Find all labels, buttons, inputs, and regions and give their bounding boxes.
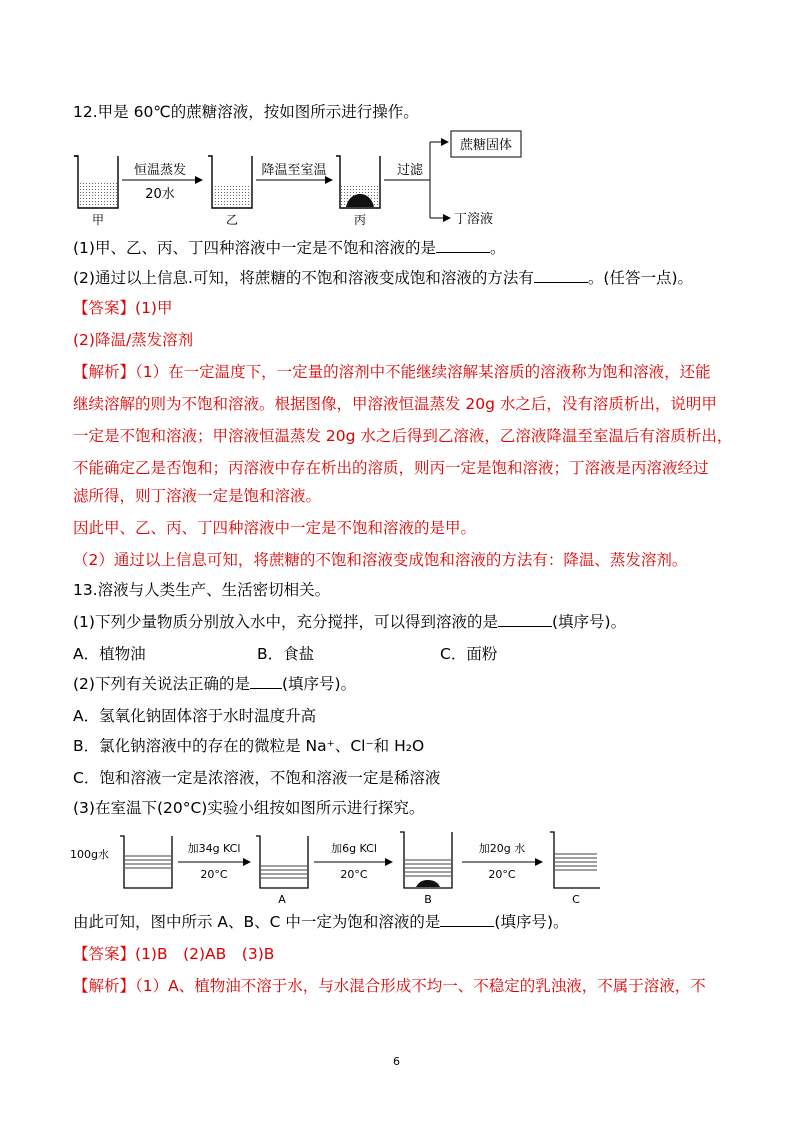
q13-question-3-blank: 由此可知，图中所示 A、B、C 中一定为饱和溶液的是 (填序号)。 [73, 913, 569, 931]
page-number: 6 [393, 1055, 400, 1068]
start-label: 100g水 [70, 848, 109, 861]
q13-figure [70, 826, 600, 908]
q12-figure [70, 128, 530, 230]
label-bing: 丙 [353, 213, 367, 227]
q12-analysis-line-1: 【解析】（1）在一定温度下，一定量的溶剂中不能继续溶解某溶质的溶液称为饱和溶液，还能 [73, 363, 711, 381]
q13-q2-option-a: A．氢氧化钠固体溶于水时温度升高 [73, 707, 317, 725]
label-jia: 甲 [91, 213, 105, 227]
q13-answer: 【答案】(1)B (2)AB (3)B [73, 945, 275, 963]
beaker-b [400, 832, 452, 888]
step1-bottom: 20水 [145, 187, 175, 202]
option-a: A．植物油 [73, 645, 146, 663]
option-b: B．食盐 [257, 645, 315, 663]
beaker-yi [208, 156, 252, 208]
q13-question-3: (3)在室温下(20°C)实验小组按如图所示进行探究。 [73, 799, 425, 817]
label-b: B [424, 893, 432, 906]
step3-label: 加20g 水 [478, 842, 526, 855]
step2-label: 加6g KCl [331, 842, 377, 855]
beaker-bing [336, 156, 380, 208]
q12-question-2: (2)通过以上信息.可知，将蔗糖的不饱和溶液变成饱和溶液的方法有 。(任答一点)。 [73, 269, 693, 287]
q12-analysis-line-4: 不能确定乙是否饱和；丙溶液中存在析出的溶质，则丙一定是饱和溶液；丁溶液是丙溶液经过 [73, 459, 709, 477]
q13-question-2: (2)下列有关说法正确的是 (填序号)。 [73, 675, 357, 693]
label-a: A [278, 893, 286, 906]
beaker-c [550, 832, 600, 888]
temp-2: 20°C [340, 868, 368, 881]
option-c: C．面粉 [440, 645, 498, 663]
label-c: C [572, 893, 580, 906]
q12-analysis-line-2: 继续溶解的则为不饱和溶液。根据图像，甲溶液恒温蒸发 20g 水之后，没有溶质析出，说明甲 [73, 395, 717, 413]
q12-answer-2: (2)降温/蒸发溶剂 [73, 331, 194, 349]
q12-analysis-line-6: 因此甲、乙、丙、丁四种溶液中一定是不饱和溶液的是甲。 [73, 519, 477, 537]
q13-question-1: (1)下列少量物质分别放入水中，充分搅拌，可以得到溶液的是 (填序号)。 [73, 613, 627, 631]
temp-3: 20°C [488, 868, 516, 881]
box-label: 蔗糖固体 [459, 138, 513, 153]
label-yi: 乙 [225, 213, 239, 227]
step3-label: 过滤 [396, 163, 424, 178]
q12-stem: 12.甲是 60℃的蔗糖溶液，按如图所示进行操作。 [73, 103, 419, 121]
q13-q2-option-c: C．饱和溶液一定是浓溶液，不饱和溶液一定是稀溶液 [73, 769, 441, 787]
output-label: 丁溶液 [454, 212, 494, 227]
q13-q2-option-b: B．氯化钠溶液中的存在的微粒是 Na⁺、Cl⁻和 H₂O [73, 737, 425, 755]
step2-label: 降温至室温 [261, 163, 327, 178]
q13-analysis-line-1: 【解析】（1）A、植物油不溶于水，与水混合形成不均一、不稳定的乳浊液，不属于溶液，不 [73, 977, 706, 995]
q12-analysis-line-7: （2）通过以上信息可知，将蔗糖的不饱和溶液变成饱和溶液的方法有：降温、蒸发溶剂。 [73, 551, 688, 569]
beaker-start [120, 836, 172, 888]
step1-top: 恒温蒸发 [133, 163, 187, 178]
q12-analysis-line-3: 一定是不饱和溶液；甲溶液恒温蒸发 20g 水之后得到乙溶液，乙溶液降温至室温后有溶质析出， [73, 427, 733, 445]
beaker-jia [74, 156, 118, 208]
q12-answer-1: 【答案】(1)甲 [73, 299, 173, 317]
q13-stem: 13.溶液与人类生产、生活密切相关。 [73, 581, 331, 599]
q12-analysis-line-5: 滤所得，则丁溶液一定是饱和溶液。 [73, 487, 322, 505]
beaker-a [256, 836, 308, 888]
temp-1: 20°C [200, 868, 228, 881]
q12-question-1: (1)甲、乙、丙、丁四种溶液中一定是不饱和溶液的是 。 [73, 239, 506, 257]
step1-label: 加34g KCl [187, 842, 241, 855]
